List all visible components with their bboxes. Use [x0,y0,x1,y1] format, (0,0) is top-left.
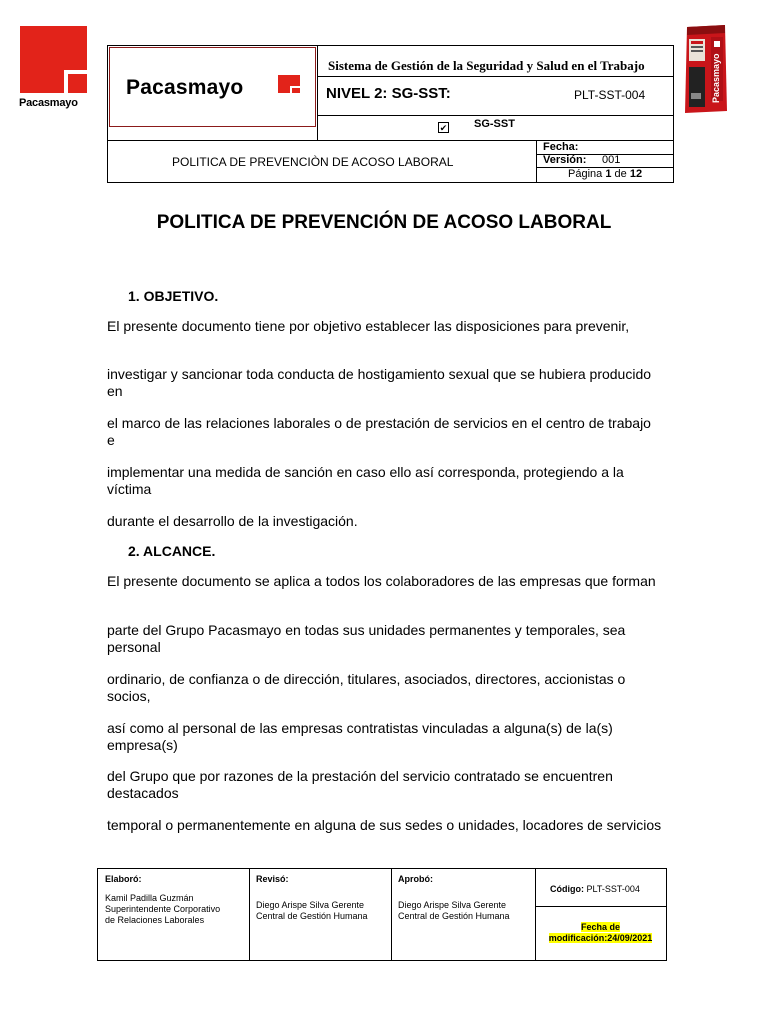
grid-line [535,906,666,907]
header-policy-title: POLITICA DE PREVENCIÒN DE ACOSO LABORAL [172,155,454,169]
paragraph: del Grupo que por razones de la prestación del servicio contratado se encuentren destacados [107,768,613,801]
page-title: POLITICA DE PREVENCIÓN DE ACOSO LABORAL [156,212,612,233]
page-word: Página [568,168,603,180]
grid-line [249,869,250,960]
modification-date [535,922,666,944]
codigo [550,884,640,895]
date-label: Fecha: [543,141,579,153]
paragraph: ordinario, de confianza o de dirección, titulares, asociados, directores, accionistas o socios, [107,671,626,704]
grid-line [536,140,537,183]
version-label: Versión: [543,154,587,166]
codigo-value: PLT-SST-004 [586,884,640,894]
elaboro-line: Kamil Padilla Guzmán [105,893,194,903]
modification-date-line: Fecha de [580,922,620,932]
page-of: de [614,168,627,180]
pacasmayo-logo-icon [20,26,87,93]
cement-bag-icon [683,23,729,115]
grid-line [317,115,673,116]
header-logo-cell [109,47,316,127]
check-icon: ✔ [439,123,448,133]
logo-text: Pacasmayo [19,97,78,109]
aprobo-label: Aprobó: [398,874,433,884]
page-indicator [568,168,642,180]
grid-line [391,869,392,960]
codigo-label: Código: [550,884,584,894]
reviso-line: Central de Gestión Humana [256,911,368,921]
document-header-table [107,45,674,183]
aprobo-line: Diego Arispe Silva Gerente [398,900,507,910]
header-logo-text: Pacasmayo [126,76,244,99]
elaboro-line: Superintendente Corporativo [105,904,221,914]
paragraph: implementar una medida de sanción en caso ello así corresponda, protegiendo a la víctima [107,464,624,497]
section-heading-alcance: 2. ALCANCE. [128,543,216,559]
section-heading-objetivo: 1. OBJETIVO. [128,288,219,304]
aprobo-line: Central de Gestión Humana [398,911,510,921]
paragraph: investigar y sancionar toda conducta de hostigamiento sexual que se hubiera producido en [107,366,652,399]
page-number: 1 [605,168,612,180]
paragraph: El presente documento tiene por objetivo establecer las disposiciones para prevenir, [107,318,630,334]
level-label: NIVEL 2: SG-SST: [326,85,451,102]
elaboro-line: de Relaciones Laborales [105,915,205,925]
paragraph: parte del Grupo Pacasmayo en todas sus unidades permanentes y temporales, sea personal [107,622,626,655]
grid-line [108,140,673,141]
reviso-label: Revisó: [256,874,289,884]
elaboro-label: Elaboró: [105,874,142,884]
document-code: PLT-SST-004 [574,88,646,102]
grid-line [535,869,536,960]
version-value: 001 [602,154,621,166]
paragraph: el marco de las relaciones laborales o de prestación de servicios en el centro de trabajo e [107,415,651,448]
paragraph: durante el desarrollo de la investigación. [107,513,358,529]
bag-brand-text: Pacasmayo [711,53,721,103]
modification-date-line: modificación:24/09/2021 [548,933,653,943]
system-title: Sistema de Gestión de la Seguridad y Salud en el Trabajo [328,58,645,73]
grid-line [317,46,318,140]
paragraph: así como al personal de las empresas contratistas vinculadas a alguna(s) de la(s) empresa(s) [107,720,613,753]
page-total: 12 [629,168,643,180]
grid-line [317,76,673,77]
paragraph: El presente documento se aplica a todos los colaboradores de las empresas que forman [107,573,656,589]
pacasmayo-flag-icon [278,75,300,93]
reviso-line: Diego Arispe Silva Gerente [256,900,365,910]
paragraph: temporal o permanentemente en alguna de sus sedes o unidades, locadores de servicios [107,817,662,833]
approval-footer-table [97,868,667,961]
sgsst-label: SG-SST [474,118,515,130]
